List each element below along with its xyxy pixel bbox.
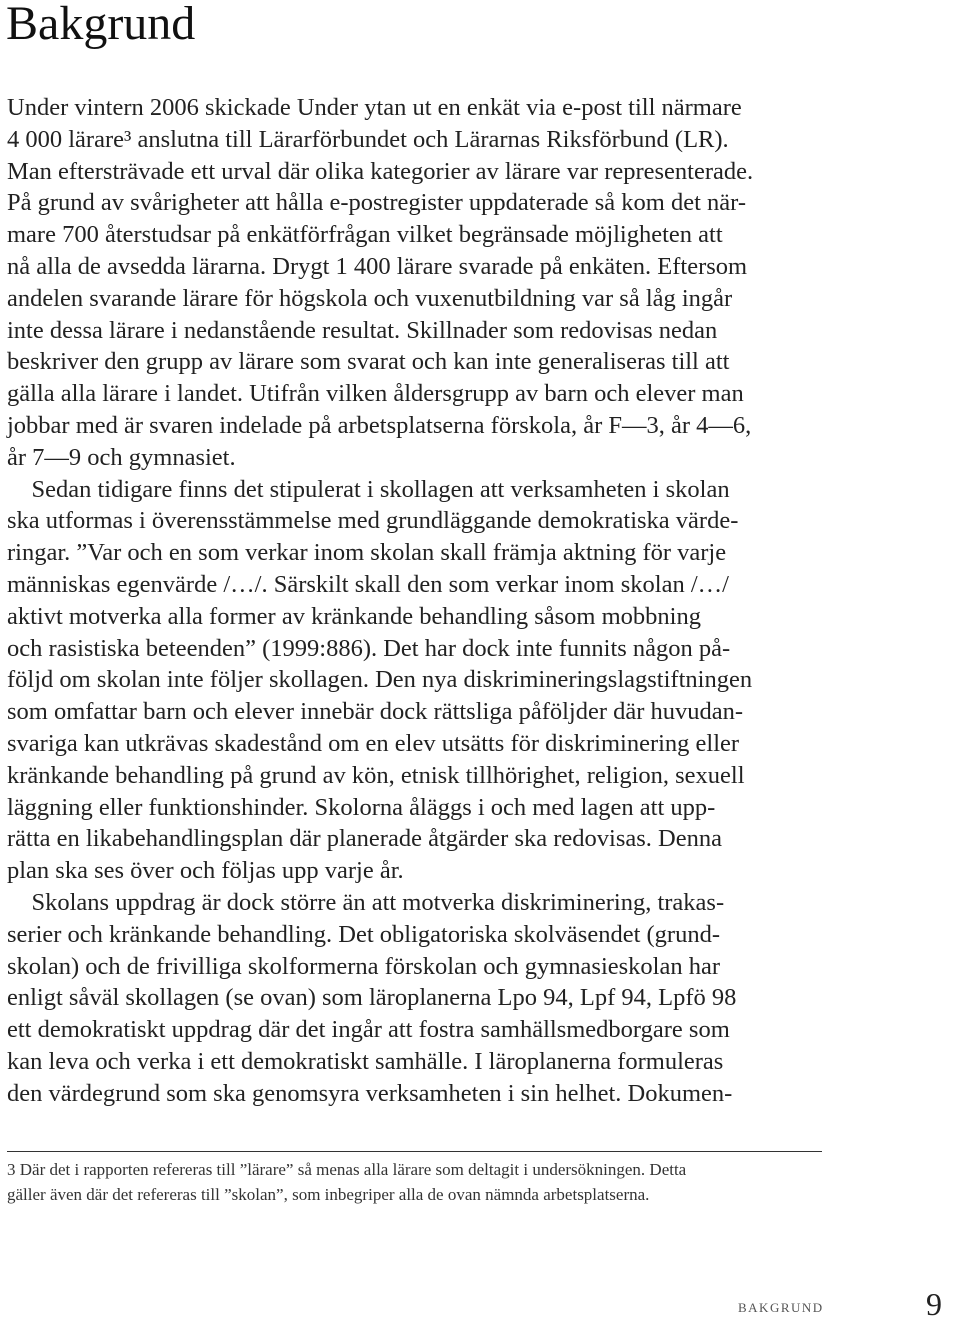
body-line: plan ska ses över och följas upp varje år. — [7, 857, 404, 885]
body-line: ringar. ”Var och en som verkar inom skolan skall främja aktning för varje — [7, 539, 727, 567]
body-line: inte dessa lärare i nedanstående resultat. Skillnader som redovisas nedan — [7, 316, 718, 344]
body-line: aktivt motverka alla former av kränkande behandling såsom mobbning — [7, 602, 701, 630]
body-line: gälla alla lärare i landet. Utifrån vilken åldersgrupp av barn och elever man — [7, 380, 744, 408]
page-number: 9 — [926, 1286, 942, 1322]
body-line: följd om skolan inte följer skollagen. Den nya diskrimineringslagstiftningen — [7, 666, 753, 694]
body-line: andelen svarande lärare för högskola och vuxenutbildning var så låg ingår — [7, 284, 733, 312]
footnote-line: 3 Där det i rapporten refereras till ”lärare” så menas alla lärare som deltagit i undersökningen. Detta — [7, 1160, 687, 1179]
body-line: som omfattar barn och elever innebär dock rättsliga påföljder där huvudan- — [7, 698, 744, 726]
body-line: den värdegrund som ska genomsyra verksamheten i sin helhet. Dokumen- — [7, 1079, 733, 1107]
running-head: BAKGRUND — [738, 1300, 824, 1315]
body-line: Under vintern 2006 skickade Under ytan ut en enkät via e-post till närmare — [7, 94, 742, 121]
body-line: kränkande behandling på grund av kön, etnisk tillhörighet, religion, sexuell — [7, 761, 745, 789]
body-line: mare 700 återstudsar på enkätförfrågan vilket begränsade möjligheten att — [7, 221, 723, 249]
body-line: Skolans uppdrag är dock större än att motverka diskriminering, trakas- — [7, 888, 725, 916]
body-line: läggning eller funktionshinder. Skolorna åläggs i och med lagen att upp- — [7, 793, 716, 821]
footnote — [7, 1157, 827, 1207]
body-line: svariga kan utkrävas skadestånd om en elev utsätts för diskriminering eller — [7, 729, 740, 757]
body-line: enligt såväl skollagen (se ovan) som läroplanerna Lpo 94, Lpf 94, Lpfö 98 — [7, 984, 737, 1012]
body-line: nå alla de avsedda lärarna. Drygt 1 400 lärare svarade på enkäten. Eftersom — [7, 252, 748, 280]
page-heading: Bakgrund — [6, 0, 196, 50]
body-line: 4 000 lärare³ anslutna till Lärarförbundet och Lärarnas Riksförbund (LR). — [7, 125, 729, 153]
body-line: Sedan tidigare finns det stipulerat i skollagen att verksamheten i skolan — [7, 475, 730, 503]
body-line: beskriver den grupp av lärare som svarat och kan inte generaliseras till att — [7, 348, 730, 376]
body-line: jobbar med är svaren indelade på arbetsplatserna förskola, år F—3, år 4—6, — [7, 411, 752, 439]
body-line: år 7—9 och gymnasiet. — [7, 443, 236, 471]
body-line: och rasistiska beteenden” (1999:886). Det har dock inte funnits någon på- — [7, 634, 731, 662]
body-line: Man eftersträvade ett urval där olika kategorier av lärare var representerade. — [7, 157, 754, 185]
body-line: skolan) och de frivilliga skolformerna förskolan och gymnasieskolan har — [7, 952, 721, 980]
body-line: serier och kränkande behandling. Det obligatoriska skolväsendet (grund- — [7, 920, 721, 948]
body-line: kan leva och verka i ett demokratiskt samhälle. I läroplanerna formuleras — [7, 1047, 724, 1075]
body-line: På grund av svårigheter att hålla e-postregister uppdaterade så kom det när- — [7, 189, 746, 217]
footnote-divider — [7, 1151, 822, 1152]
body-text — [7, 92, 827, 1110]
body-line: ska utformas i överensstämmelse med grundläggande demokratiska värde- — [7, 507, 739, 535]
footnote-line: gäller även där det refereras till ”skolan”, som inbegriper alla de ovan nämnda arbetsplatserna. — [7, 1185, 650, 1204]
body-line: rätta en likabehandlingsplan där planerade åtgärder ska redovisas. Denna — [7, 825, 722, 853]
body-line: ett demokratiskt uppdrag där det ingår att fostra samhällsmedborgare som — [7, 1016, 730, 1044]
body-line: människas egenvärde /…/. Särskilt skall den som verkar inom skolan /…/ — [7, 570, 729, 598]
